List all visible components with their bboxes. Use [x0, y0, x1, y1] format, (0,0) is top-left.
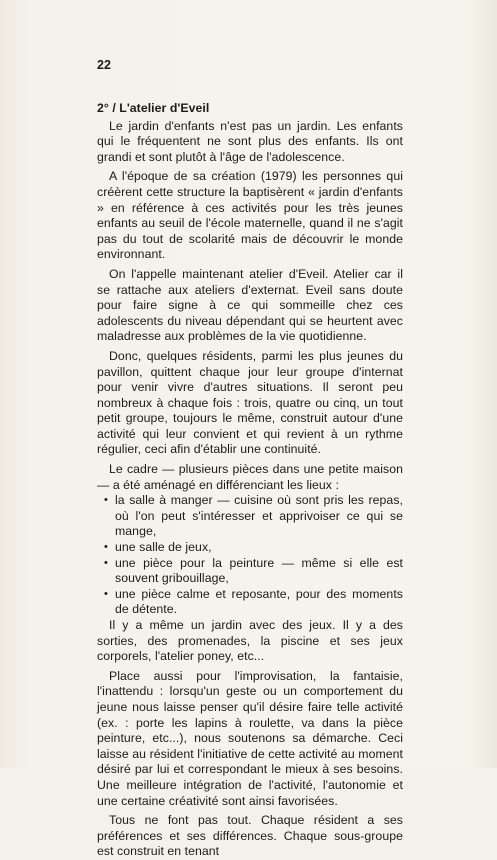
rooms-list: [97, 493, 403, 618]
paragraph-jardin-jeux: Il y a même un jardin avec des jeux. Il y a des sorties, des promenades, la piscine et ses jeux corporels, l'atelier poney, etc...: [97, 618, 403, 664]
paragraph-preferences: Tous ne font pas tout. Chaque résident a ses préférences et ses différences. Chaque sous-groupe est construit en tenant: [97, 813, 403, 859]
list-item: • une salle de jeux,: [97, 540, 403, 556]
paragraph-creation: A l'époque de sa création (1979) les personnes qui créèrent cette structure la baptisèrent « jardin d'enfants » en référence à ces activités pour les très jeunes enfants au seuil de l'école maternelle, quand il ne s'agit pas du tout de scolarité mais de découvrir le monde environnant.: [97, 169, 403, 262]
paragraph-residents: Donc, quelques résidents, parmi les plus jeunes du pavillon, quittent chaque jour leur groupe d'internat pour venir vivre d'autres situations. Il seront peu nombreux à chaque fois : trois, quatre ou cinq, un tout petit groupe, toujours le même, construit autour d'une activité qui leur convient et qui revient à un rythme régulier, ceci afin d'établir une continuité.: [97, 348, 403, 457]
list-item: • une pièce pour la peinture — même si elle est souvent gribouillage,: [97, 556, 403, 587]
list-item: • une pièce calme et reposante, pour des moments de détente.: [97, 587, 403, 618]
text-body: [97, 101, 403, 860]
paragraph-jardin-enfants: Le jardin d'enfants n'est pas un jardin. Les enfants qui le fréquentent ne sont plus des enfants. Ils ont grandi et sont plutôt à l'âge de l'adolescence.: [97, 118, 403, 164]
paragraph-improvisation: Place aussi pour l'improvisation, la fantaisie, l'inattendu : lorsqu'un geste ou un comportement du jeune nous laisse penser qu'il désire faire telle activité (ex. : porte les lapins à roulette, va dans la pièce peinture, etc...), nous soutenons sa démarche. Ceci laisse au résident l'initiative de cette activité au moment désiré par lui et correspondant le mieux à ses besoins. Une meilleure intégration de l'activité, l'autonomie et une certaine créativité sont ainsi favorisées.: [97, 668, 403, 808]
paragraph-cadre: Le cadre — plusieurs pièces dans une petite maison — a été aménagé en différenciant les lieux :: [97, 462, 403, 492]
paragraph-atelier-eveil: On l'appelle maintenant atelier d'Eveil. Atelier car il se rattache aux ateliers d'externat. Eveil sans doute pour faire signe à ce qui sommeille chez ces adolescents du niveau dépendant qui se heurtent avec maladresse aux problèmes de la vie quotidienne.: [97, 266, 403, 344]
list-item: • la salle à manger — cuisine où sont pris les repas, où l'on peut s'intéresser et apprivoiser ce qui se mange,: [97, 493, 403, 540]
page-number: 22: [97, 58, 111, 72]
section-title: 2° / L'atelier d'Eveil: [97, 101, 210, 115]
